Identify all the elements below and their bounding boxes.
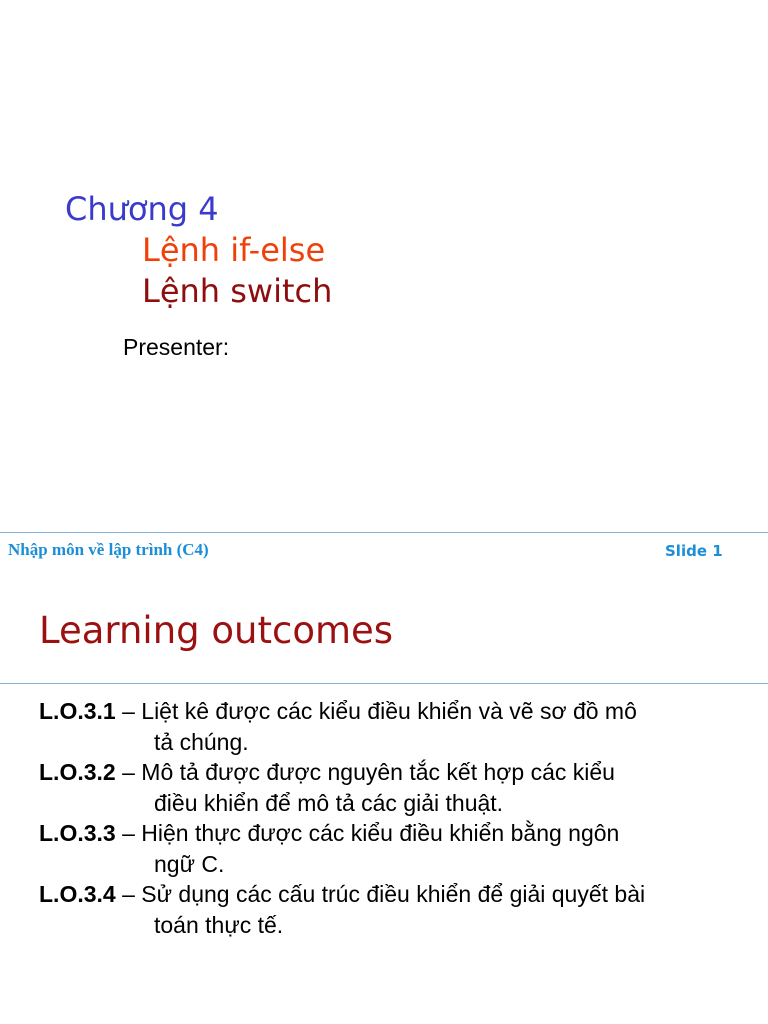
outcome-first-line — [39, 818, 739, 849]
outcomes-list — [39, 696, 739, 940]
outcome-separator: – — [115, 881, 142, 907]
presenter-label: Presenter: — [123, 334, 230, 360]
outcome-first-line — [39, 757, 739, 788]
list-item — [39, 696, 739, 757]
list-item — [39, 818, 739, 879]
outcome-code: L.O.3.1 — [39, 698, 116, 724]
outcome-continuation: điều khiển để mô tả các giải thuật. — [154, 789, 504, 816]
outcome-text: Mô tả được được nguyên tắc kết hợp các kiểu — [141, 759, 615, 785]
outcome-separator: – — [115, 759, 142, 785]
outcome-text: Hiện thực được các kiểu điều khiển bằng ngôn — [141, 820, 620, 846]
topic-if-else: Lệnh if-else — [142, 231, 326, 269]
outcome-continuation: tả chúng. — [154, 728, 249, 755]
list-item — [39, 879, 739, 940]
chapter-title: Chương 4 — [65, 190, 219, 228]
footer-course-name: Nhập môn về lập trình (C4) — [8, 540, 209, 559]
outcome-separator: – — [115, 820, 142, 846]
outcome-first-line — [39, 879, 739, 910]
outcome-code: L.O.3.2 — [39, 759, 116, 785]
outcome-code: L.O.3.4 — [39, 881, 116, 907]
outcome-first-line — [39, 696, 739, 727]
outcome-continuation: toán thực tế. — [154, 911, 284, 938]
topic-switch: Lệnh switch — [142, 272, 333, 310]
outcome-continuation: ngữ C. — [154, 850, 225, 877]
footer-slide-number: Slide 1 — [665, 542, 723, 560]
outcome-text: Liệt kê được các kiểu điều khiển và vẽ sơ đồ mô — [141, 698, 637, 724]
list-item — [39, 757, 739, 818]
outcome-separator: – — [115, 698, 142, 724]
outcome-text: Sử dụng các cấu trúc điều khiển để giải quyết bài — [141, 881, 646, 907]
title-divider — [0, 683, 768, 684]
outcome-code: L.O.3.3 — [39, 820, 116, 846]
slide-title: Learning outcomes — [39, 609, 394, 652]
